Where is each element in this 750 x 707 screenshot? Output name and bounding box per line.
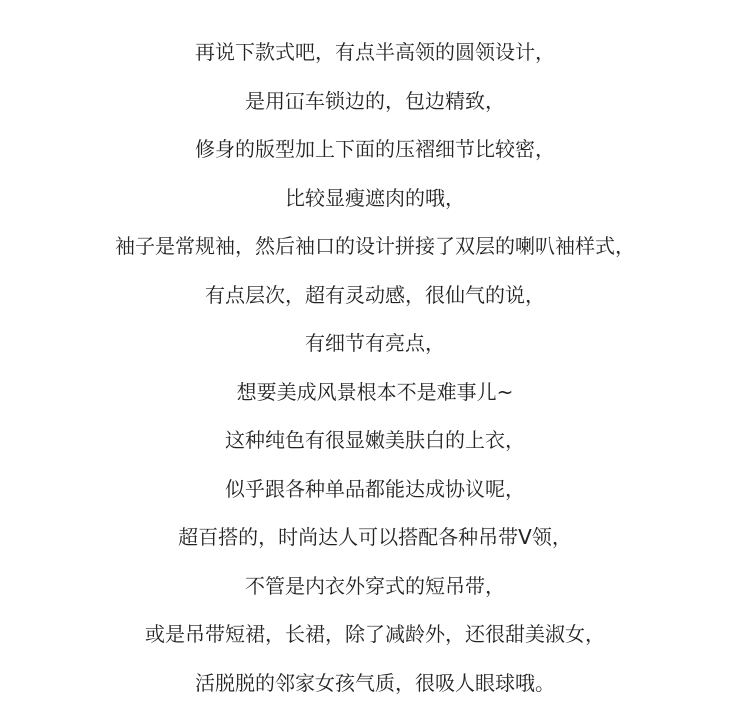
description-line-4: 比较显瘦遮肉的哦， xyxy=(0,174,750,223)
description-line-8: 想要美成风景根本不是难事儿~ xyxy=(0,368,750,417)
description-line-2: 是用冚车锁边的，包边精致， xyxy=(0,77,750,126)
description-line-10: 似乎跟各种单品都能达成协议呢， xyxy=(0,465,750,514)
description-line-11: 超百搭的，时尚达人可以搭配各种吊带V领， xyxy=(0,513,750,562)
description-line-12: 不管是内衣外穿式的短吊带， xyxy=(0,562,750,611)
description-line-3: 修身的版型加上下面的压褶细节比较密， xyxy=(0,125,750,174)
description-line-6: 有点层次，超有灵动感，很仙气的说， xyxy=(0,271,750,320)
description-line-9: 这种纯色有很显嫩美肤白的上衣， xyxy=(0,416,750,465)
description-line-14: 活脱脱的邻家女孩气质，很吸人眼球哦。 xyxy=(0,659,750,707)
description-line-7: 有细节有亮点， xyxy=(0,319,750,368)
description-text-block xyxy=(0,28,750,707)
description-line-1: 再说下款式吧，有点半高领的圆领设计， xyxy=(0,28,750,77)
description-line-5: 袖子是常规袖，然后袖口的设计拼接了双层的喇叭袖样式， xyxy=(0,222,750,271)
description-line-13: 或是吊带短裙，长裙，除了减龄外，还很甜美淑女， xyxy=(0,610,750,659)
